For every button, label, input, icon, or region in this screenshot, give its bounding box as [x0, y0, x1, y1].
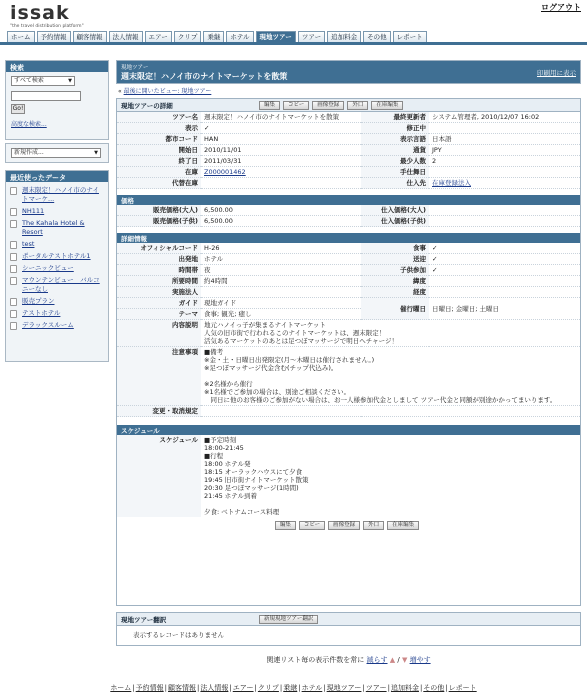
field-label: 子供参加	[361, 265, 429, 276]
advanced-search-link[interactable]: 高度な検索...	[11, 121, 47, 128]
footer-separator: |	[229, 684, 232, 692]
footer-link[interactable]: 追加料金	[390, 684, 419, 692]
footer-separator: |	[164, 684, 168, 692]
recent-item[interactable]	[10, 309, 104, 318]
schedule-value	[201, 435, 580, 517]
document-icon	[10, 265, 17, 273]
tab-underline	[0, 42, 587, 45]
tab-1[interactable]: 予約情報	[37, 31, 71, 42]
min-people-value: 2	[432, 157, 437, 165]
text-line: ※1名様でご参加の場合は、別途ご相談ください。	[204, 388, 351, 396]
tab-9[interactable]: ツアー	[298, 31, 325, 42]
official-code-value: H-26	[204, 244, 220, 252]
end-date-value: 2011/03/31	[204, 157, 242, 165]
action-button-4[interactable]: 在庫編集	[371, 101, 403, 110]
tab-bar	[7, 31, 429, 42]
document-icon	[10, 298, 17, 306]
footer-nav	[0, 683, 587, 693]
document-icon	[10, 253, 17, 261]
pager	[116, 655, 581, 665]
recent-item-link[interactable]: ポータルテストホテル1	[22, 252, 91, 260]
text-line	[204, 500, 577, 508]
days-value: 日曜日; 金曜日; 土曜日	[432, 304, 500, 313]
child-cost-value	[429, 216, 580, 227]
action-button-2[interactable]: 画像登録	[312, 101, 344, 110]
text-line: 19:45 旧市街ナイトマーケット散策	[204, 476, 309, 484]
close-date-value	[429, 167, 580, 178]
detail-panel	[116, 98, 581, 606]
time-slot-value: 夜	[204, 266, 211, 274]
field-label: 最少人数	[361, 156, 429, 167]
search-scope-select[interactable]: すべて検索 ▼	[11, 76, 75, 86]
text-line: 21:45 ホテル到着	[204, 492, 257, 500]
text-line: 活気あるマーケットのあとは足つぼマッサージで明日へチャージ！	[204, 337, 398, 345]
field-label: テーマ	[117, 309, 201, 320]
tab-3[interactable]: 法人情報	[109, 31, 143, 42]
footer-link[interactable]: 予約情報	[135, 684, 164, 692]
footer-link[interactable]: 現地ツアー	[326, 684, 362, 692]
notes-value	[201, 347, 580, 406]
action-button-2[interactable]: 画像登録	[328, 521, 360, 530]
logo: issak	[10, 2, 70, 24]
text-line: 人気の旧市街で行われるこのナイトマーケットは、週末限定！	[204, 329, 386, 337]
field-label: 所要時間	[117, 276, 201, 287]
search-go-button[interactable]: Go!	[12, 105, 24, 112]
field-label: 表示	[117, 123, 201, 134]
field-label: 代替在庫	[117, 178, 201, 189]
text-line: 地元ハノイっ子が集まるナイトマーケット	[204, 321, 326, 329]
footer-separator: |	[323, 684, 326, 692]
field-label: 仕入価格(子供)	[361, 216, 429, 227]
field-label: 在庫	[117, 167, 201, 178]
tab-2[interactable]: 顧客情報	[73, 31, 107, 42]
translation-panel	[116, 612, 581, 646]
footer-link[interactable]: エアー	[232, 684, 254, 692]
recent-item[interactable]	[10, 240, 104, 249]
search-input[interactable]	[11, 91, 81, 101]
field-label: 通貨	[361, 145, 429, 156]
translation-toolbar	[117, 613, 580, 626]
latitude-value	[429, 276, 580, 287]
tagline: "the travel distribution platform"	[10, 24, 84, 29]
action-button-3[interactable]: 外口	[347, 101, 368, 110]
recent-item-link[interactable]: 販売プラン	[22, 297, 55, 305]
text-line: ■行程	[204, 452, 224, 460]
logout-link[interactable]: ログアウト	[541, 3, 581, 12]
tab-6[interactable]: 乗継	[203, 31, 224, 42]
price-table	[117, 205, 580, 227]
field-label: 最終更新者	[361, 112, 429, 123]
footer-separator: |	[279, 684, 283, 692]
footer-link[interactable]: ツアー	[365, 684, 387, 692]
footer-separator: |	[387, 684, 390, 692]
detail-section-title: 現地ツアーの詳細	[121, 101, 173, 110]
field-label: 内容説明	[117, 320, 201, 347]
text-line: 同日に他のお客様のご参加がない場合は、お一人様参加代金としまして ツアー代金と同額が別途かかってまいります。	[204, 396, 557, 404]
translation-empty-text: 表示するレコードはありません	[133, 631, 224, 639]
action-button-1[interactable]: コピー	[299, 521, 325, 530]
pager-less-link[interactable]: 減らす	[366, 656, 388, 664]
price-section-title: 価格	[117, 195, 580, 205]
text-line: ■予定時刻	[204, 436, 237, 444]
create-panel	[5, 143, 109, 163]
text-line: ※金・土・日曜日出発限定(月〜木曜日は催行されません。)	[204, 356, 375, 364]
adult-cost-value	[429, 205, 580, 216]
description-value	[201, 320, 580, 347]
text-line: ※2名様から催行	[204, 380, 253, 388]
recent-item-link[interactable]: シーニックビュー	[22, 264, 74, 272]
schedule-table	[117, 435, 580, 517]
field-label: 経度	[361, 287, 429, 298]
language-value: 日本語	[432, 135, 452, 143]
field-label: ガイド	[117, 298, 201, 309]
pager-more-link[interactable]: 増やす	[409, 656, 431, 664]
footer-separator: |	[362, 684, 365, 692]
field-label: ツアー名	[117, 112, 201, 123]
recent-item-link[interactable]: The Kahala Hotel & Resort	[22, 219, 85, 236]
document-icon	[10, 322, 17, 330]
text-line: 18:15 オーラックハウスにて夕食	[204, 468, 303, 476]
document-icon	[10, 241, 17, 249]
header	[0, 0, 587, 32]
footer-link[interactable]: その他	[423, 684, 445, 692]
text-line	[204, 372, 577, 380]
detail-table	[117, 112, 580, 189]
info-section-title: 詳細情報	[117, 233, 580, 243]
field-label: 注意事項	[117, 347, 201, 406]
field-label: オフィシャルコード	[117, 243, 201, 254]
new-translation-button[interactable]: 新規現地ツアー翻訳	[259, 615, 318, 624]
recent-item[interactable]	[10, 297, 104, 306]
recent-item-link[interactable]: test	[22, 240, 35, 248]
recent-item-link[interactable]: マウンテンビュー バルコニーなし	[22, 276, 100, 293]
tab-4[interactable]: エアー	[145, 31, 172, 42]
theme-value: 食事; 観光; 癒し	[204, 310, 252, 318]
city-code-value: HAN	[204, 135, 219, 143]
document-icon	[10, 187, 17, 195]
footer-separator: |	[254, 684, 257, 692]
updated-value: システム管理者, 2010/12/07 16:02	[432, 113, 540, 121]
print-view-link[interactable]: 印刷用に表示	[537, 69, 576, 77]
recent-item-link[interactable]: NH111	[22, 207, 45, 215]
recent-item[interactable]	[10, 219, 104, 237]
footer-link[interactable]: ホテル	[301, 684, 323, 692]
adult-price-value: 6,500.00	[204, 206, 233, 214]
text-line: ※足つぼマッサージ代金含む(チップ代込み)。	[204, 364, 338, 372]
search-title: 検索	[6, 61, 108, 72]
recent-item-link[interactable]: デラックスルーム	[22, 321, 74, 329]
search-panel	[5, 60, 109, 140]
action-button-0[interactable]: 編集	[275, 521, 296, 530]
start-date-value: 2010/11/01	[204, 146, 242, 154]
text-line: 20:30 足つぼマッサージ(1時間)	[204, 484, 299, 492]
field-label: 手仕舞日	[361, 167, 429, 178]
tab-10[interactable]: 追加料金	[327, 31, 361, 42]
text-line: 18:00 ホテル発	[204, 460, 251, 468]
document-icon	[10, 310, 17, 318]
field-label: 変更・取消規定	[117, 406, 201, 417]
departure-value: ホテル	[204, 255, 224, 263]
info-table	[117, 243, 580, 417]
breadcrumb	[118, 86, 581, 95]
document-icon	[10, 277, 17, 285]
field-label: 修正中	[361, 123, 429, 134]
title-panel	[116, 60, 581, 84]
recent-item[interactable]	[10, 252, 104, 261]
arrow-down-icon: ▼	[401, 656, 408, 664]
page-title: 週末限定！ハノイ市のナイトマーケットを散策	[121, 72, 288, 81]
footer-link[interactable]: 顧客情報	[168, 684, 197, 692]
field-label: 終了日	[117, 156, 201, 167]
tour-name-value: 週末限定！ハノイ市のナイトマーケットを散策	[204, 113, 340, 121]
footer-separator: |	[132, 684, 135, 692]
field-label: 送迎	[361, 254, 429, 265]
tab-7[interactable]: ホテル	[226, 31, 253, 42]
action-button-4[interactable]: 在庫編集	[387, 521, 419, 530]
recent-item[interactable]	[10, 207, 104, 216]
pickup-check: ✓	[432, 255, 438, 263]
document-icon	[10, 208, 17, 216]
footer-separator: |	[419, 684, 423, 692]
pager-separator: /	[395, 656, 402, 664]
recent-item[interactable]	[10, 321, 104, 330]
text-line: ■備考	[204, 348, 224, 356]
field-label: 仕入価格(大人)	[361, 205, 429, 216]
page-subtitle: 現地ツアー	[121, 65, 149, 71]
text-line: 夕食: ベトナムコース料理	[204, 508, 280, 516]
field-label: スケジュール	[117, 435, 201, 517]
meal-check: ✓	[432, 244, 438, 252]
text-line: 18:00-21:45	[204, 444, 244, 452]
field-label: 催行曜日	[361, 298, 429, 320]
stock-link[interactable]: Z000001462	[204, 168, 246, 176]
cancel-policy-value	[201, 406, 580, 417]
field-label: 出発地	[117, 254, 201, 265]
recent-title: 最近使ったデータ	[6, 171, 108, 182]
modifying-value	[429, 123, 580, 134]
field-label: 食事	[361, 243, 429, 254]
footer-separator: |	[197, 684, 200, 692]
alt-stock-value	[201, 178, 361, 189]
action-buttons-bottom	[117, 521, 580, 530]
footer-separator: |	[298, 684, 301, 692]
field-label: 表示言語	[361, 134, 429, 145]
organizer-value	[201, 287, 361, 298]
field-label: 時間帯	[117, 265, 201, 276]
pager-text: 関連リスト毎の表示件数を常に	[266, 656, 365, 664]
translation-section-title: 現地ツアー翻訳	[121, 615, 167, 624]
child-ok-check: ✓	[432, 266, 438, 274]
field-label: 販売価格(子供)	[117, 216, 201, 227]
recent-item-link[interactable]: 週末限定！ハノイ市のナイトマーケ...	[22, 186, 99, 203]
recent-item[interactable]	[10, 186, 104, 204]
document-icon	[10, 220, 17, 228]
currency-value: JPY	[432, 146, 442, 154]
main-content	[116, 60, 581, 665]
guide-value: 現地ガイド	[204, 299, 237, 307]
supplier-link[interactable]: 在庫登録法入	[432, 179, 471, 187]
breadcrumb-prefix: «	[118, 88, 124, 95]
tab-11[interactable]: その他	[363, 31, 391, 42]
duration-value: 約4時間	[204, 277, 228, 285]
recent-item[interactable]	[10, 264, 104, 273]
recent-list	[6, 182, 108, 335]
recent-item-link[interactable]: テストホテル	[22, 309, 61, 317]
tab-0[interactable]: ホーム	[7, 31, 35, 42]
display-check: ✓	[204, 124, 210, 132]
action-button-0[interactable]: 編集	[259, 101, 280, 110]
action-button-1[interactable]: コピー	[283, 101, 309, 110]
footer-separator: |	[445, 684, 448, 692]
footer-link[interactable]: 法人情報	[200, 684, 229, 692]
page-header	[117, 61, 580, 83]
tab-8[interactable]: 現地ツアー	[256, 31, 296, 42]
field-label: 開始日	[117, 145, 201, 156]
detail-toolbar	[117, 99, 580, 112]
child-price-value: 6,500.00	[204, 217, 233, 225]
recent-panel	[5, 170, 109, 362]
tab-12[interactable]: レポート	[393, 31, 427, 42]
tab-5[interactable]: クリプ	[174, 31, 202, 42]
field-label: 販売価格(大人)	[117, 205, 201, 216]
schedule-section-title: スケジュール	[117, 425, 580, 435]
footer-link[interactable]: クリプ	[257, 684, 279, 692]
action-button-3[interactable]: 外口	[363, 521, 384, 530]
footer-link[interactable]: ホーム	[110, 684, 132, 692]
field-label: 都市コード	[117, 134, 201, 145]
longitude-value	[429, 287, 580, 298]
field-label: 仕入先	[361, 178, 429, 189]
field-label: 実施法人	[117, 287, 201, 298]
create-new-select[interactable]: 新規作成... ▼	[11, 148, 101, 158]
footer-link[interactable]: 乗継	[283, 684, 298, 692]
field-label: 緯度	[361, 276, 429, 287]
arrow-up-icon: ▲	[389, 656, 396, 664]
recent-item[interactable]	[10, 276, 104, 294]
action-buttons-top	[259, 101, 406, 110]
footer-link[interactable]: レポート	[448, 684, 477, 692]
breadcrumb-link[interactable]: 最後に開いたビュー: 現地ツアー	[123, 88, 212, 95]
